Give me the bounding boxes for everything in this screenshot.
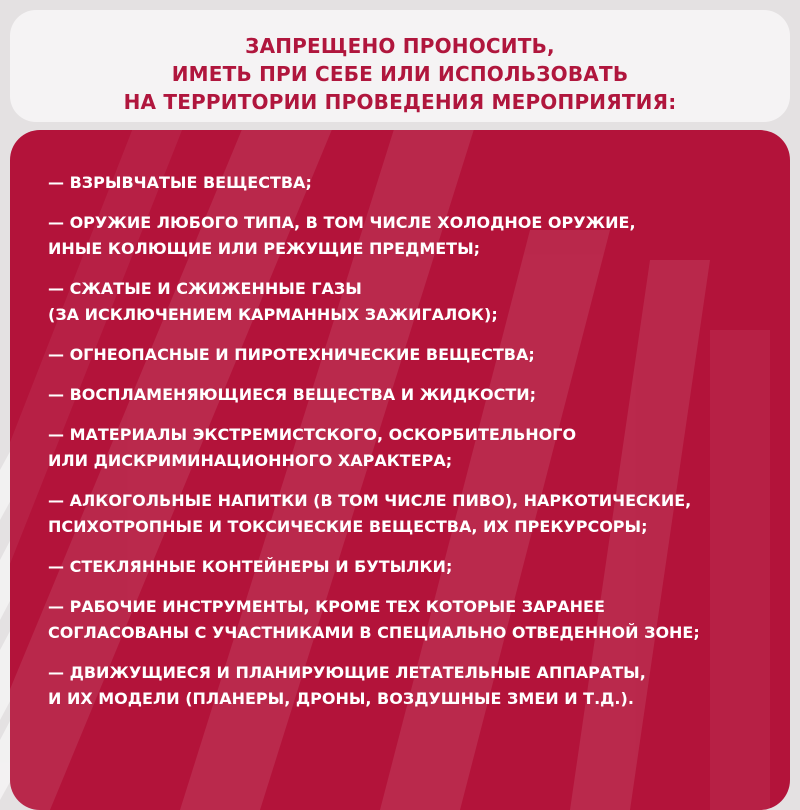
item-text: И ИХ МОДЕЛИ (ПЛАНЕРЫ, ДРОНЫ, ВОЗДУШНЫЕ ЗМЕИ И Т.Д.). [48,689,634,708]
item-text: — ДВИЖУЩИЕСЯ И ПЛАНИРУЮЩИЕ ЛЕТАТЕЛЬНЫЕ АППАРАТЫ, [48,663,646,682]
item-text: — ВОСПЛАМЕНЯЮЩИЕСЯ ВЕЩЕСТВА И ЖИДКОСТИ; [48,385,537,404]
item-text: (ЗА ИСКЛЮЧЕНИЕМ КАРМАННЫХ ЗАЖИГАЛОК); [48,305,498,324]
list-item [48,170,780,196]
item-text: СОГЛАСОВАНЫ С УЧАСТНИКАМИ В СПЕЦИАЛЬНО ОТВЕДЕННОЙ ЗОНЕ; [48,623,700,642]
item-text: ПСИХОТРОПНЫЕ И ТОКСИЧЕСКИЕ ВЕЩЕСТВА, ИХ ПРЕКУРСОРЫ; [48,517,648,536]
header-title-line: ЗАПРЕЩЕНО ПРОНОСИТЬ, [245,34,555,58]
list-item [48,382,780,408]
item-text: ИНЫЕ КОЛЮЩИЕ ИЛИ РЕЖУЩИЕ ПРЕДМЕТЫ; [48,239,481,258]
item-text: — РАБОЧИЕ ИНСТРУМЕНТЫ, КРОМЕ ТЕХ КОТОРЫЕ ЗАРАНЕЕ [48,597,605,616]
item-text: ИЛИ ДИСКРИМИНАЦИОННОГО ХАРАКТЕРА; [48,451,453,470]
item-text: — СТЕКЛЯННЫЕ КОНТЕЙНЕРЫ И БУТЫЛКИ; [48,557,453,576]
list-item [48,342,780,368]
item-text: — ОГНЕОПАСНЫЕ И ПИРОТЕХНИЧЕСКИЕ ВЕЩЕСТВА; [48,345,535,364]
item-text: — АЛКОГОЛЬНЫЕ НАПИТКИ (В ТОМ ЧИСЛЕ ПИВО), НАРКОТИЧЕСКИЕ, [48,491,692,510]
list-item [48,276,780,328]
list-item [48,660,780,712]
item-text: — МАТЕРИАЛЫ ЭКСТРЕМИСТСКОГО, ОСКОРБИТЕЛЬНОГО [48,425,577,444]
item-text: — ОРУЖИЕ ЛЮБОГО ТИПА, В ТОМ ЧИСЛЕ ХОЛОДНОЕ ОРУЖИЕ, [48,213,636,232]
header-card [10,10,790,122]
list-item [48,554,780,580]
prohibited-items-list [48,170,780,726]
list-item [48,594,780,646]
list-item [48,422,780,474]
header-title-line: ИМЕТЬ ПРИ СЕБЕ ИЛИ ИСПОЛЬЗОВАТЬ [171,62,629,86]
header-title-line: НА ТЕРРИТОРИИ ПРОВЕДЕНИЯ МЕРОПРИЯТИЯ: [123,90,677,114]
prohibited-items-card [10,130,790,810]
list-item [48,210,780,262]
item-text: — СЖАТЫЕ И СЖИЖЕННЫЕ ГАЗЫ [48,279,362,298]
list-item [48,488,780,540]
item-text: — ВЗРЫВЧАТЫЕ ВЕЩЕСТВА; [48,173,312,192]
